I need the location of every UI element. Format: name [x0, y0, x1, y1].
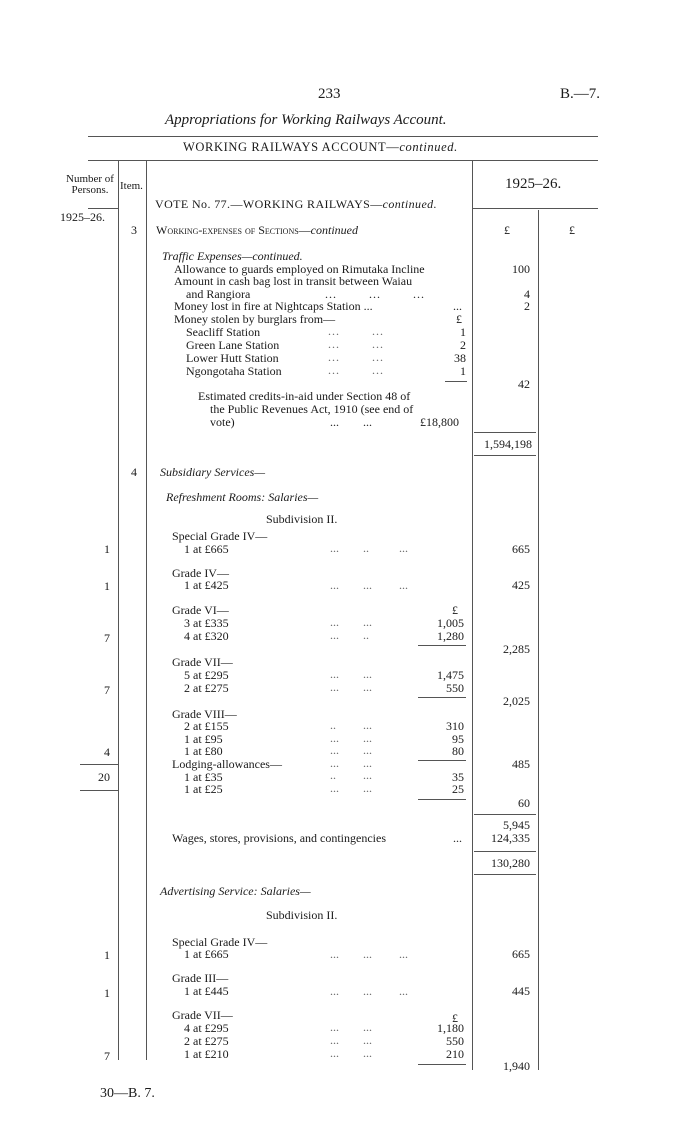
advert-grade-vii-amount-a: 1,180: [437, 1021, 464, 1035]
leader-dots: ...: [453, 831, 462, 845]
refresh-grade-viii-value: 485: [512, 757, 530, 771]
refresh-grade-special-iv-persons: 1: [104, 542, 110, 556]
refresh-lodging: Lodging-allowances—: [172, 757, 282, 771]
refresh-grade-iv-persons: 1: [104, 579, 110, 593]
subtotal-rule: [418, 799, 466, 800]
subtotal-rule: [418, 645, 466, 646]
leader-dots: ... ... ...: [330, 578, 408, 592]
persons-header-rule: [88, 208, 118, 209]
item-column-header: Item.: [120, 180, 143, 192]
leader-dots: .. ... ... ... ... ... ... ... .. ... ... ...: [330, 718, 372, 795]
section-3-title: Working-expenses of Sections—continued: [156, 223, 358, 237]
amount-column-divider: [472, 160, 473, 1070]
refresh-grade-vii-rate-a: 5 at £295: [184, 668, 229, 682]
advert-grade-special-iv-persons: 1: [104, 948, 110, 962]
leader-dots: ... ... ...: [330, 984, 408, 998]
refresh-grade-special-iv: Special Grade IV—: [172, 529, 268, 543]
refresh-grade-special-iv-value: 665: [512, 542, 530, 556]
advert-grade-iii: Grade III—: [172, 971, 229, 985]
pound-sign-col1: £: [504, 223, 510, 237]
refresh-grade-vii: Grade VII—: [172, 655, 233, 669]
refresh-grade-viii-amount-a: 310: [446, 719, 464, 733]
refresh-wages-value: 124,335: [491, 831, 530, 845]
subtotal-rule: [418, 697, 466, 698]
refresh-grade-vi-amount-a: 1,005: [437, 616, 464, 630]
advert-grade-iii-value: 445: [512, 984, 530, 998]
station-seacliff: Seacliff Station: [186, 325, 261, 339]
station-green-lane: Green Lane Station: [186, 338, 280, 352]
refresh-lodging-rate-a: 1 at £35: [184, 770, 223, 784]
leader-dots: ... .. ...: [330, 541, 408, 555]
section-4-title: Subsidiary Services—: [160, 465, 265, 479]
year-column-header: 1925–26.: [505, 176, 562, 192]
refresh-grade-viii-amount-b: 95: [452, 732, 464, 746]
total-rule: [474, 814, 536, 815]
advert-grade-vii-rate-b: 2 at £275: [184, 1034, 229, 1048]
refresh-total: 130,280: [491, 856, 530, 870]
year-row-label: 1925–26.: [60, 210, 105, 224]
leader-dots: ... ... ... ... ... ... ... ...: [328, 324, 384, 377]
traffic-total: 1,594,198: [484, 437, 532, 451]
traffic-line-cashbag-cont: and Rangiora: [186, 287, 251, 301]
advert-grade-vii: Grade VII—: [172, 1008, 233, 1022]
traffic-value-guards: 100: [512, 262, 530, 276]
leader-dots: ... ... ... ...: [330, 667, 372, 694]
section-3-item-number: 3: [131, 223, 137, 237]
refresh-wages-line: Wages, stores, provisions, and contingencies: [172, 831, 386, 845]
traffic-line-fire: Money lost in fire at Nightcaps Station ...: [174, 299, 373, 313]
advertising-heading: Advertising Service: Salaries—: [160, 884, 311, 898]
traffic-value-cashbag: 4: [524, 287, 530, 301]
refresh-grade-vi-rate-b: 4 at £320: [184, 629, 229, 643]
vote-heading: VOTE No. 77.—WORKING RAILWAYS—continued.: [155, 197, 437, 211]
advert-grade-special-iv-rate: 1 at £665: [184, 947, 229, 961]
refreshment-subdivision: Subdivision II.: [266, 512, 338, 526]
total-rule: [474, 874, 536, 875]
refresh-grade-vi-value: 2,285: [503, 642, 530, 656]
advertising-subdivision: Subdivision II.: [266, 908, 338, 922]
advert-grade-vii-amount-b: 550: [446, 1034, 464, 1048]
traffic-line-burglars: Money stolen by burglars from—: [174, 312, 336, 326]
refresh-grade-vi-amount-b: 1,280: [437, 629, 464, 643]
traffic-expenses-heading: Traffic Expenses—continued.: [162, 249, 303, 263]
refresh-grade-vii-value: 2,025: [503, 694, 530, 708]
amount-header-rule: [472, 208, 598, 209]
refresh-lodging-amount-a: 35: [452, 770, 464, 784]
total-rule: [474, 851, 536, 852]
traffic-line-cashbag: Amount in cash bag lost in transit between Waiau: [174, 274, 413, 288]
running-title: Appropriations for Working Railways Account.: [165, 112, 447, 128]
credits-line-1: Estimated credits-in-aid under Section 48 of: [198, 389, 411, 403]
leader-dots: ...: [453, 299, 462, 313]
leader-dots: ... ... ... ..: [330, 615, 372, 642]
refresh-grade-viii-amount-c: 80: [452, 744, 464, 758]
page-number: 233: [318, 86, 341, 102]
refresh-grade-vi-rate-a: 3 at £335: [184, 616, 229, 630]
item-column-divider: [146, 160, 147, 1060]
advert-grade-vii-persons: 7: [104, 1049, 110, 1063]
advert-grade-vii-amount-c: 210: [446, 1047, 464, 1061]
refresh-grade-viii-rate-a: 2 at £155: [184, 719, 229, 733]
persons-total-rule: [80, 790, 118, 791]
credits-amount: £18,800: [420, 415, 459, 429]
refresh-grade-iv-rate: 1 at £425: [184, 578, 229, 592]
pound-sign-col2: £: [569, 223, 575, 237]
subtotal-rule: [445, 381, 467, 382]
refresh-grade-vi-persons: 7: [104, 631, 110, 645]
refresh-grade-viii-rate-c: 1 at £80: [184, 744, 223, 758]
refresh-lodging-value: 60: [518, 796, 530, 810]
station-seacliff-value: 1: [460, 325, 466, 339]
traffic-value-fire: 2: [524, 299, 530, 313]
advert-grade-vii-value: 1,940: [503, 1059, 530, 1073]
header-rule: [88, 136, 598, 137]
persons-total-rule: [80, 764, 118, 765]
station-lower-hutt-value: 38: [454, 351, 466, 365]
station-lower-hutt: Lower Hutt Station: [186, 351, 279, 365]
leader-dots: ... ... ...: [330, 947, 408, 961]
section-4-item-number: 4: [131, 465, 137, 479]
advert-grade-iii-rate: 1 at £445: [184, 984, 229, 998]
refresh-grade-vi: Grade VI—: [172, 603, 229, 617]
traffic-subtotal: 42: [518, 377, 530, 391]
station-ngongotaha-value: 1: [460, 364, 466, 378]
station-green-lane-value: 2: [460, 338, 466, 352]
refresh-persons-total: 20: [98, 770, 110, 784]
subtotal-rule: [418, 760, 466, 761]
refresh-grade-vii-persons: 7: [104, 683, 110, 697]
refresh-grade-iv-value: 425: [512, 578, 530, 592]
pound-sign: £: [452, 603, 458, 617]
footer-signature: 30—B. 7.: [100, 1086, 155, 1101]
refreshment-rooms-heading: Refreshment Rooms: Salaries—: [166, 490, 319, 504]
refresh-grade-viii: Grade VIII—: [172, 707, 237, 721]
refresh-grade-vii-amount-b: 550: [446, 681, 464, 695]
refresh-grade-special-iv-rate: 1 at £665: [184, 542, 229, 556]
total-rule-top: [474, 432, 536, 433]
credits-line-3: vote): [210, 415, 235, 429]
refresh-grade-viii-rate-b: 1 at £95: [184, 732, 223, 746]
leader-dots: ... ... ... ... ... ...: [330, 1020, 372, 1060]
amount-subcolumn-divider: [538, 210, 539, 1070]
credits-line-2: the Public Revenues Act, 1910 (see end of: [210, 402, 414, 416]
station-ngongotaha: Ngongotaha Station: [186, 364, 282, 378]
advert-grade-special-iv-value: 665: [512, 947, 530, 961]
subtotal-rule: [418, 1064, 466, 1065]
table-top-rule: [88, 160, 598, 161]
account-title: WORKING RAILWAYS ACCOUNT—continued.: [183, 140, 458, 154]
total-rule-bottom: [474, 455, 536, 456]
refresh-lodging-amount-b: 25: [452, 782, 464, 796]
report-reference: B.—7.: [560, 86, 601, 102]
refresh-grade-vii-rate-b: 2 at £275: [184, 681, 229, 695]
pound-sign: £: [456, 312, 462, 326]
advert-grade-vii-rate-a: 4 at £295: [184, 1021, 229, 1035]
refresh-grade-viii-persons: 4: [104, 745, 110, 759]
refresh-lodging-rate-b: 1 at £25: [184, 782, 223, 796]
advert-grade-iii-persons: 1: [104, 986, 110, 1000]
refresh-salaries-total: 5,945: [503, 818, 530, 832]
pound-sign: £: [452, 1011, 458, 1025]
leader-dots: ... ... ...: [325, 287, 425, 301]
persons-column-header: Number of Persons.: [66, 173, 114, 196]
advert-grade-vii-rate-c: 1 at £210: [184, 1047, 229, 1061]
leader-dots: ... ...: [330, 415, 372, 429]
advert-grade-special-iv: Special Grade IV—: [172, 935, 268, 949]
traffic-line-guards: Allowance to guards employed on Rimutaka Incline: [174, 262, 425, 276]
refresh-grade-vii-amount-a: 1,475: [437, 668, 464, 682]
refresh-grade-iv: Grade IV—: [172, 566, 229, 580]
persons-column-divider: [118, 160, 119, 1060]
